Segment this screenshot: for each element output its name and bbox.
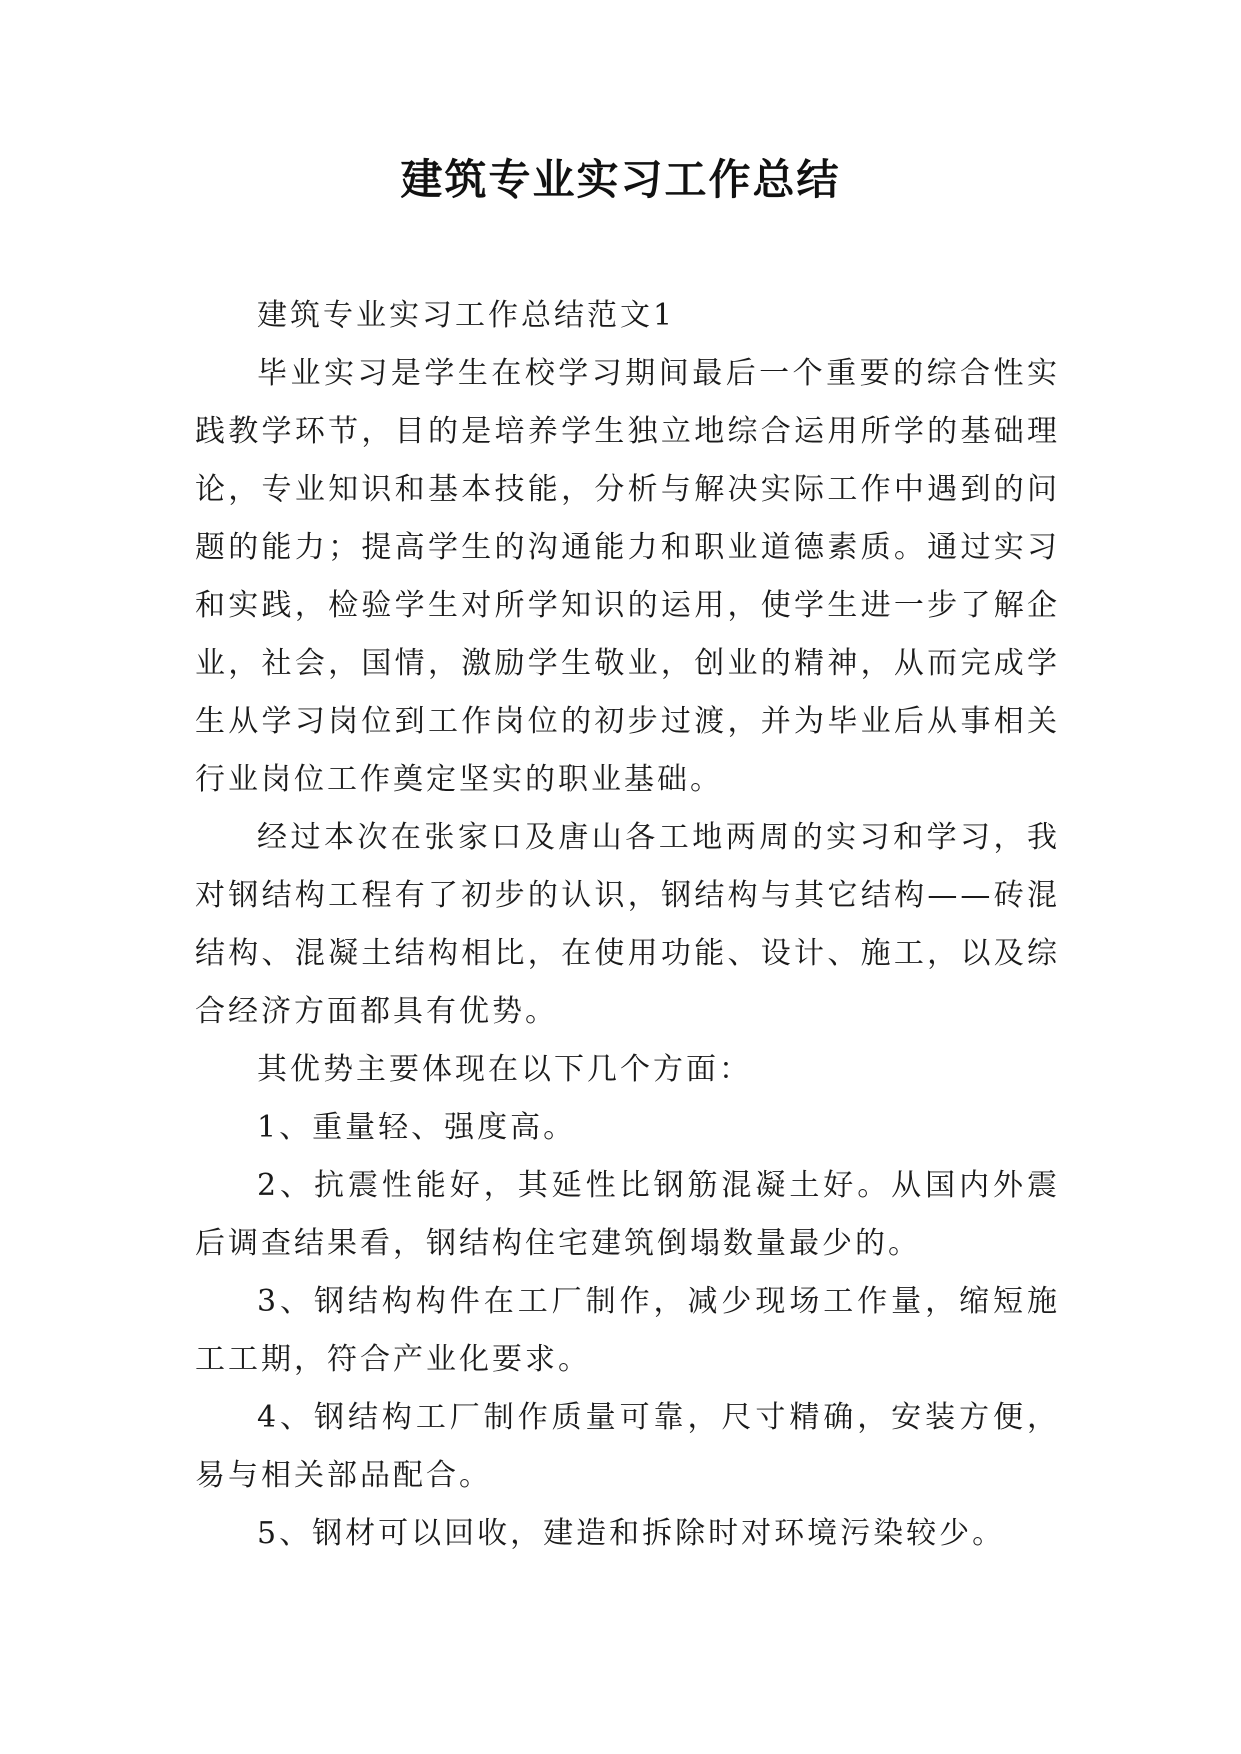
- list-item-advantage-4: 4、钢结构工厂制作质量可靠，尺寸精确，安装方便，易与相关部品配合。: [195, 1400, 1060, 1493]
- list-item-advantage-3: 3、钢结构构件在工厂制作，减少现场工作量，缩短施工工期，符合产业化要求。: [195, 1284, 1060, 1377]
- list-item-advantage-1: 1、重量轻、强度高。: [257, 1110, 577, 1145]
- paragraph-advantages-heading: 其优势主要体现在以下几个方面：: [257, 1052, 752, 1087]
- document-body: [195, 287, 1060, 1563]
- document-title: 建筑专业实习工作总结: [400, 155, 841, 204]
- paragraph-intro: 毕业实习是学生在校学习期间最后一个重要的综合性实践教学环节，目的是培养学生独立地综合运用所学的基础理论，专业知识和基本技能，分析与解决实际工作中遇到的问题的能力；提高学生的沟通能力和职业道德素质。通过实习和实践，检验学生对所学知识的运用，使学生进一步了解企业，社会，国情，激励学生敬业，创业的精神，从而完成学生从学习岗位到工作岗位的初步过渡，并为毕业后从事相关行业岗位工作奠定坚实的职业基础。: [195, 356, 1060, 797]
- list-item-advantage-5: 5、钢材可以回收，建造和拆除时对环境污染较少。: [257, 1516, 1006, 1551]
- paragraph-steel-structure: 经过本次在张家口及唐山各工地两周的实习和学习，我对钢结构工程有了初步的认识，钢结构与其它结构——砖混结构、混凝土结构相比，在使用功能、设计、施工，以及综合经济方面都具有优势。: [195, 820, 1060, 1029]
- list-item-advantage-2: 2、抗震性能好，其延性比钢筋混凝土好。从国内外震后调查结果看，钢结构住宅建筑倒塌数量最少的。: [195, 1168, 1060, 1261]
- paragraph-subtitle: 建筑专业实习工作总结范文1: [257, 298, 676, 333]
